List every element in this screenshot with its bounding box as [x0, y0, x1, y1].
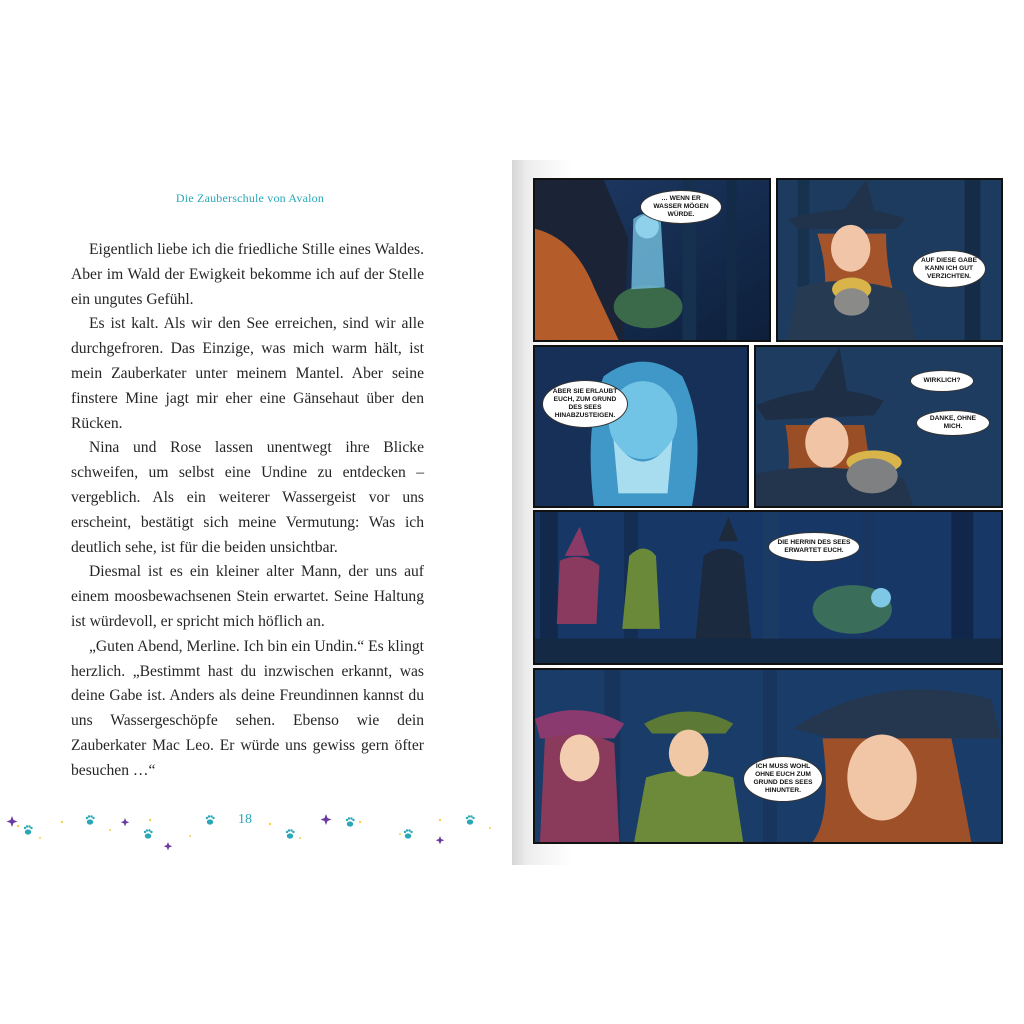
paragraph-2: Es ist kalt. Als wir den See erreichen, sind wir alle durchgefroren. Das Einzige, was mich warm hält, ist mein Zauberkater unter meinem Mantel. Aber seine finstere Mine jagt mir eher eine Gänsehaut über den Rücken.	[71, 315, 424, 432]
speech-bubble-1: … WENN ER WASSER MÖGEN WÜRDE.	[640, 190, 722, 224]
paragraph-1: Eigentlich liebe ich die friedliche Stille eines Waldes. Aber im Wald der Ewigkeit bekomme ich auf der Stelle ein ungutes Gefühl.	[71, 241, 424, 308]
comic-panel-6	[533, 668, 1003, 844]
speech-bubble-4a: WIRKLICH?	[910, 370, 974, 392]
speech-bubble-5: DIE HERRIN DES SEES ERWARTET EUCH.	[768, 532, 860, 562]
running-head: Die Zauberschule von Avalon	[175, 191, 325, 205]
speech-bubble-3: ABER SIE ERLAUBT EUCH, ZUM GRUND DES SEES HINABZUSTEIGEN.	[542, 380, 628, 428]
page-number: 18	[238, 812, 252, 827]
body-text	[71, 238, 424, 784]
left-page	[0, 160, 512, 865]
speech-bubble-2: AUF DIESE GABE KANN ICH GUT VERZICHTEN.	[912, 250, 986, 288]
comic-panel-3	[533, 345, 749, 508]
paragraph-4: Diesmal ist es ein kleiner alter Mann, der uns auf einem moosbewachsenen Stein erwartet. Seine Haltung ist würdevoll, er spricht mich höflich an.	[71, 563, 424, 630]
paragraph-5: „Guten Abend, Merline. Ich bin ein Undin.“ Es klingt herzlich. „Bestimmt hast du inzwischen erkannt, was deine Gabe ist. Anders als deine Freundinnen kannst du uns Wassergeschöpfe sehen. Ebenso wie dein Zauberkater Mac Leo. Er würde uns gewiss gern öfter besuchen …“	[71, 637, 424, 779]
paw-star-ornament	[0, 808, 530, 858]
speech-bubble-6: ICH MUSS WOHL OHNE EUCH ZUM GRUND DES SEES HINUNTER.	[743, 756, 823, 802]
comic-panel-5	[533, 510, 1003, 665]
paragraph-3: Nina und Rose lassen unentwegt ihre Blicke schweifen, um selbst eine Undine zu entdecken – vergeblich. Als ein weiterer Wassergeist vor uns erscheint, bestätigt sich meine Vermutung: Was ich deutlich sehe, ist für die beiden unsichtbar.	[71, 439, 424, 556]
speech-bubble-4b: DANKE, OHNE MICH.	[916, 410, 990, 436]
